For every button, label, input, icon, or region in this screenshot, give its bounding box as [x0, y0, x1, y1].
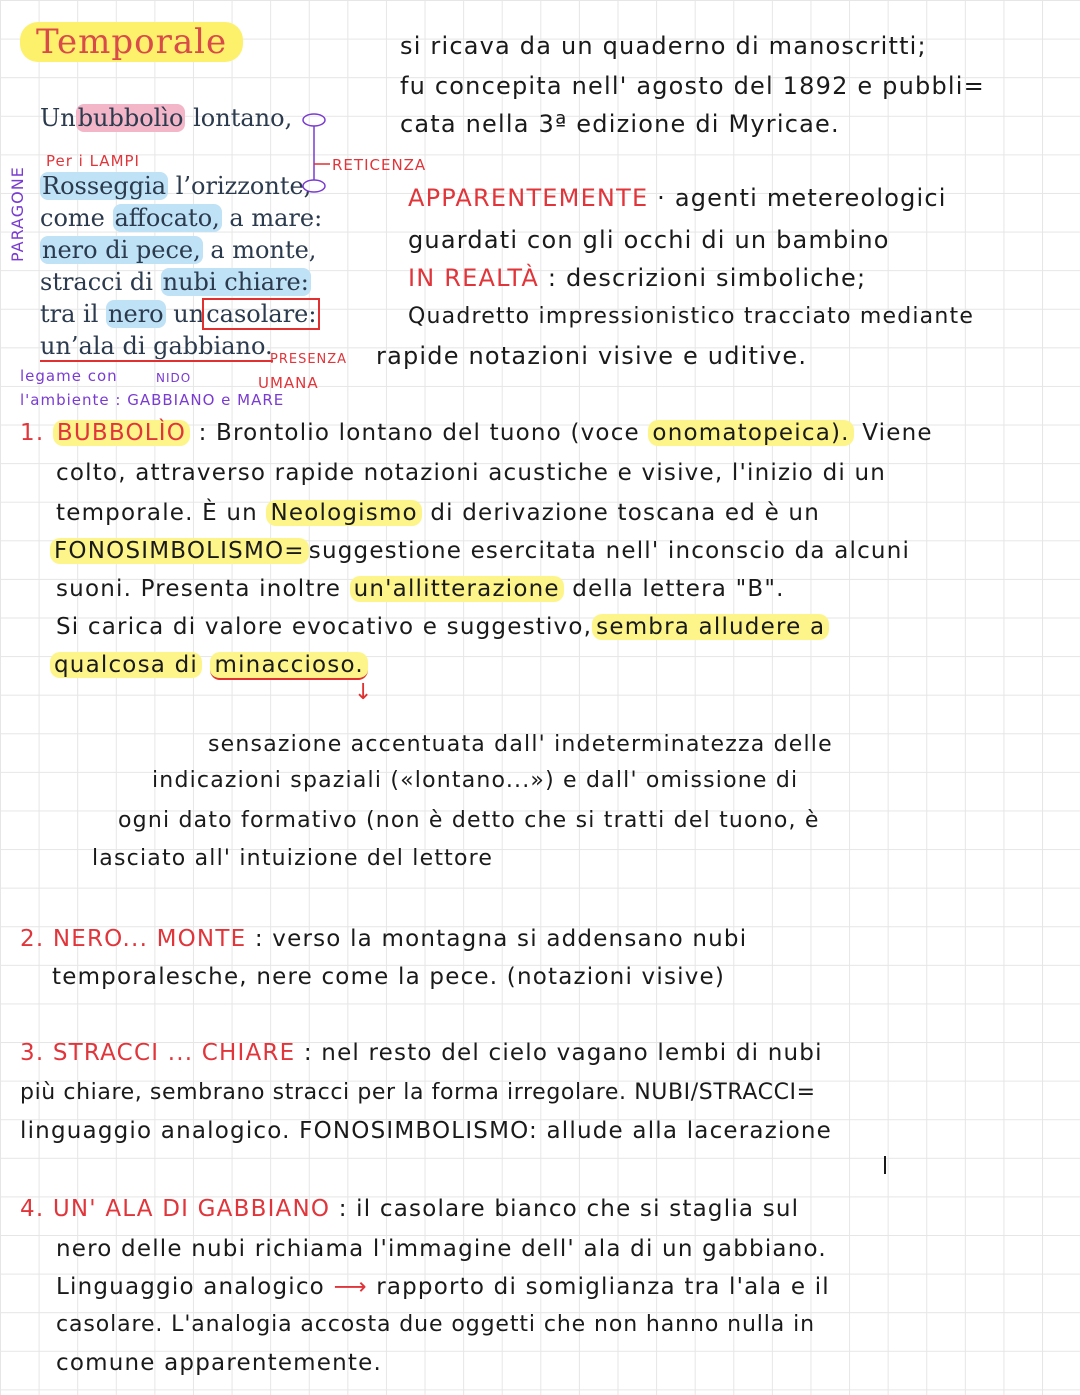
divider-mark — [884, 1156, 886, 1174]
sec4-line-3: Linguaggio analogico ⟶ rapporto di somiglianza tra l'ala e il — [56, 1274, 830, 1300]
umana-label: UMANA — [258, 374, 319, 392]
poem-line-5: stracci di nubi chiare: — [40, 268, 309, 296]
sec1-line-4: FONOSIMBOLISMO= suggestione esercitata nell' inconscio da alcuni — [50, 538, 910, 564]
sec4-line-4: casolare. L'analogia accosta due oggetti che non hanno nulla in — [56, 1312, 815, 1337]
poem-line-3: come affocato, a mare: — [40, 204, 323, 232]
sec3-line-3: linguaggio analogico. FONOSIMBOLISMO: allude alla lacerazione — [20, 1118, 832, 1144]
right-arrow-icon: ⟶ — [333, 1274, 368, 1300]
sensazione-line-3: ogni dato formativo (non è detto che si tratti del tuono, è — [118, 808, 820, 833]
ambiente-label: l'ambiente : GABBIANO e MARE — [20, 391, 285, 409]
intro-line-2: fu concepita nell' agosto del 1892 e pubbli= — [400, 72, 985, 100]
sec3-line-2: più chiare, sembrano stracci per la forma irregolare. NUBI/STRACCI= — [20, 1080, 816, 1105]
sec1-line-7: qualcosa di minaccioso. — [50, 652, 368, 678]
sec1-line-1: 1. BUBBOLÌO : Brontolio lontano del tuono (voce onomatopeica). Viene — [20, 420, 933, 446]
sensazione-line-1: sensazione accentuata dall' indeterminatezza delle — [208, 732, 833, 757]
sec2-line-2: temporalesche, nere come la pece. (notazioni visive) — [52, 964, 726, 990]
down-arrow-icon: ↓ — [354, 680, 373, 705]
page-title: Temporale — [20, 22, 243, 62]
app-line-2: guardati con gli occhi di un bambino — [408, 226, 890, 254]
presenza-label: PRESENZA — [270, 352, 348, 367]
paragone-label: PARAGONE — [8, 166, 27, 262]
sec4-line-1: 4. UN' ALA DI GABBIANO : il casolare bianco che si staglia sul — [20, 1196, 800, 1222]
intro-line-1: si ricava da un quaderno di manoscritti; — [400, 32, 927, 60]
poem-line-1: Unbubbolìo lontano, — [40, 104, 293, 132]
sec1-line-6: Si carica di valore evocativo e suggestivo, sembra alludere a — [56, 614, 829, 640]
sensazione-line-4: lasciato all' intuizione del lettore — [92, 846, 494, 871]
poem-line-6: tra il nero uncasolare: — [40, 300, 317, 328]
sec2-line-1: 2. NERO... MONTE : verso la montagna si addensano nubi — [20, 926, 748, 952]
poem-line-7: un’ala di gabbiano. — [40, 332, 273, 360]
sec1-line-3: temporale. È un Neologismo di derivazione toscana ed è un — [56, 500, 820, 526]
sec4-line-2: nero delle nubi richiama l'immagine dell' ala di un gabbiano. — [56, 1236, 827, 1262]
poem-line-2: Rosseggia l’orizzonte, — [42, 172, 312, 200]
intro-line-3: cata nella 3ª edizione di Myricae. — [400, 110, 840, 138]
app-line-3: IN REALTÀ : descrizioni simboliche; — [408, 264, 867, 292]
reticenza-label: RETICENZA — [332, 156, 427, 174]
sec4-line-5: comune apparentemente. — [56, 1350, 382, 1376]
app-line-5: rapide notazioni visive e uditive. — [376, 342, 808, 370]
app-line-4: Quadretto impressionistico tracciato mediante — [408, 304, 975, 329]
poem-line-4: nero di pece, a monte, — [42, 236, 317, 264]
nido-label: NIDO — [156, 371, 192, 385]
sensazione-line-2: indicazioni spaziali («lontano...») e dall' omissione di — [152, 768, 799, 793]
legame-label: legame con — [20, 367, 118, 385]
app-line-1: APPARENTEMENTE · agenti metereologici — [408, 184, 947, 212]
sec3-line-1: 3. STRACCI ... CHIARE : nel resto del cielo vagano lembi di nubi — [20, 1040, 823, 1066]
sec1-line-2: colto, attraverso rapide notazioni acustiche e visive, l'inizio di un — [56, 460, 887, 486]
lampi-note: Per i LAMPI — [46, 152, 140, 170]
sec1-line-5: suoni. Presenta inoltre un'allitterazione della lettera "B". — [56, 576, 785, 602]
